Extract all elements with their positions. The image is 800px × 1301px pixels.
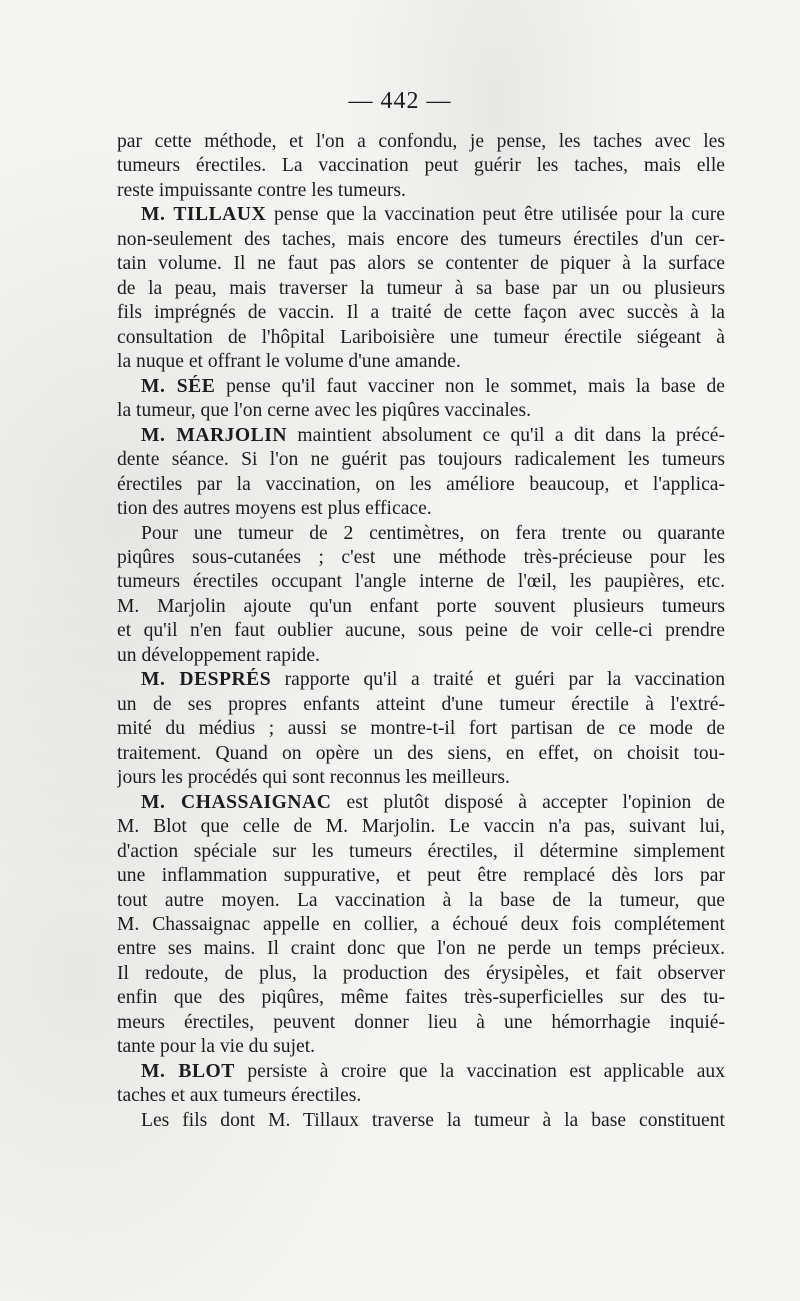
line-text: Pour une tumeur de 2 centimètres, on fera trente ou quarante [141, 522, 725, 544]
page-number: — 442 — [348, 88, 452, 114]
line-text: la tumeur, que l'on cerne avec les piqûres vaccinales. [117, 400, 532, 422]
line-text: tumeurs érectiles. La vaccination peut guérir les taches, mais elle [117, 155, 725, 177]
text-line [117, 644, 725, 668]
line-text: Les fils dont M. Tillaux traverse la tumeur à la base constituent [141, 1109, 725, 1131]
text-line [117, 937, 725, 961]
line-text: tain volume. Il ne faut pas alors se contenter de piquer à la surface [117, 253, 725, 275]
line-text: et qu'il n'en faut oublier aucune, sous peine de voir celle-ci prendre [117, 620, 725, 642]
text-line [117, 130, 725, 154]
speaker-name: M. DESPRÉS [141, 669, 272, 691]
text-line [117, 742, 725, 766]
text-line [117, 350, 725, 374]
text-line [117, 791, 725, 815]
text-line [117, 546, 725, 570]
text-line [117, 986, 725, 1010]
text-line [117, 1035, 725, 1059]
text-line [117, 717, 725, 741]
line-text: piqûres sous-cutanées ; c'est une méthode très-précieuse pour les [117, 546, 725, 568]
line-text: par cette méthode, et l'on a confondu, je pense, les taches avec les [117, 131, 725, 152]
text-line [117, 1011, 725, 1035]
text-line [117, 301, 725, 325]
line-text: dente séance. Si l'on ne guérit pas toujours radicalement les tumeurs [117, 449, 725, 471]
speaker-name: M. SÉE [141, 375, 216, 397]
text-line [117, 252, 725, 276]
text-line [117, 962, 725, 986]
text-line [117, 668, 725, 692]
line-text: d'action spéciale sur les tumeurs érectiles, il détermine simplement [117, 840, 725, 862]
line-text: jours les procédés qui sont reconnus les meilleurs. [117, 767, 510, 789]
line-text: M. Blot que celle de M. Marjolin. Le vaccin n'a pas, suivant lui, [117, 816, 725, 838]
text-line [117, 815, 725, 839]
line-text: entre ses mains. Il craint donc que l'on ne perde un temps précieux. [117, 938, 725, 960]
speaker-name: M. MARJOLIN [141, 424, 287, 446]
body-text [117, 130, 725, 1133]
text-line [117, 522, 725, 546]
line-text: une inflammation suppurative, et peut être remplacé dès lors par [117, 865, 725, 887]
speaker-name: M. CHASSAIGNAC [141, 791, 332, 813]
text-line [117, 864, 725, 888]
line-text: reste impuissante contre les tumeurs. [117, 179, 406, 201]
text-line [117, 693, 725, 717]
text-line [117, 399, 725, 423]
line-text: fils imprégnés de vaccin. Il a traité de cette façon avec succès à la [117, 302, 725, 324]
text-line [117, 424, 725, 448]
text-line [117, 1109, 725, 1133]
line-text: enfin que des piqûres, même faites très-superficielles sur des tu- [117, 987, 725, 1009]
line-text: persiste à croire que la vaccination est applicable aux [234, 1060, 725, 1082]
line-text: érectiles par la vaccination, on les améliore beaucoup, et l'applica- [117, 473, 725, 495]
line-text: rapporte qu'il a traité et guéri par la vaccination [271, 669, 725, 691]
line-text: pense que la vaccination peut être utilisée pour la cure [266, 204, 725, 226]
line-text: un développement rapide. [117, 644, 320, 666]
text-line [117, 766, 725, 790]
text-line [117, 570, 725, 594]
text-line [117, 913, 725, 937]
text-line [117, 203, 725, 227]
text-line [117, 889, 725, 913]
text-line [117, 326, 725, 350]
text-line [117, 448, 725, 472]
line-text: pense qu'il faut vacciner non le sommet, mais la base de [215, 375, 725, 397]
line-text: un de ses propres enfants atteint d'une tumeur érectile à l'extré- [117, 693, 725, 715]
text-line [117, 228, 725, 252]
text-line [117, 179, 725, 203]
text-line [117, 1084, 725, 1108]
line-text: est plutôt disposé à accepter l'opinion de [331, 791, 725, 813]
speaker-name: M. BLOT [141, 1060, 235, 1082]
line-text: tout autre moyen. La vaccination à la base de la tumeur, que [117, 889, 725, 911]
line-text: la nuque et offrant le volume d'une amande. [117, 351, 461, 373]
text-line [117, 619, 725, 643]
text-line [117, 473, 725, 497]
line-text: tumeurs érectiles occupant l'angle interne de l'œil, les paupières, etc. [117, 571, 725, 593]
speaker-name: M. TILLAUX [141, 204, 267, 226]
line-text: meurs érectiles, peuvent donner lieu à une hémorrhagie inquié- [117, 1011, 725, 1033]
line-text: Il redoute, de plus, la production des érysipèles, et fait observer [117, 962, 725, 984]
line-text: non-seulement des taches, mais encore des tumeurs érectiles d'un cer- [117, 228, 725, 250]
line-text: maintient absolument ce qu'il a dit dans la précé- [287, 424, 725, 446]
line-text: M. Marjolin ajoute qu'un enfant porte souvent plusieurs tumeurs [117, 595, 725, 617]
text-line [117, 595, 725, 619]
text-line [117, 375, 725, 399]
text-line [117, 1060, 725, 1084]
text-line [117, 497, 725, 521]
line-text: taches et aux tumeurs érectiles. [117, 1085, 362, 1107]
text-line [117, 840, 725, 864]
line-text: traitement. Quand on opère un des siens, en effet, on choisit tou- [117, 742, 725, 764]
line-text: mité du médius ; aussi se montre-t-il fort partisan de ce mode de [117, 718, 725, 740]
line-text: consultation de l'hôpital Lariboisière une tumeur érectile siégeant à [117, 326, 725, 348]
line-text: tion des autres moyens est plus efficace. [117, 498, 432, 520]
text-line [117, 277, 725, 301]
line-text: M. Chassaignac appelle en collier, a échoué deux fois complétement [117, 914, 725, 935]
line-text: tante pour la vie du sujet. [117, 1036, 316, 1058]
line-text: de la peau, mais traverser la tumeur à sa base par un ou plusieurs [117, 277, 725, 299]
text-line [117, 154, 725, 178]
